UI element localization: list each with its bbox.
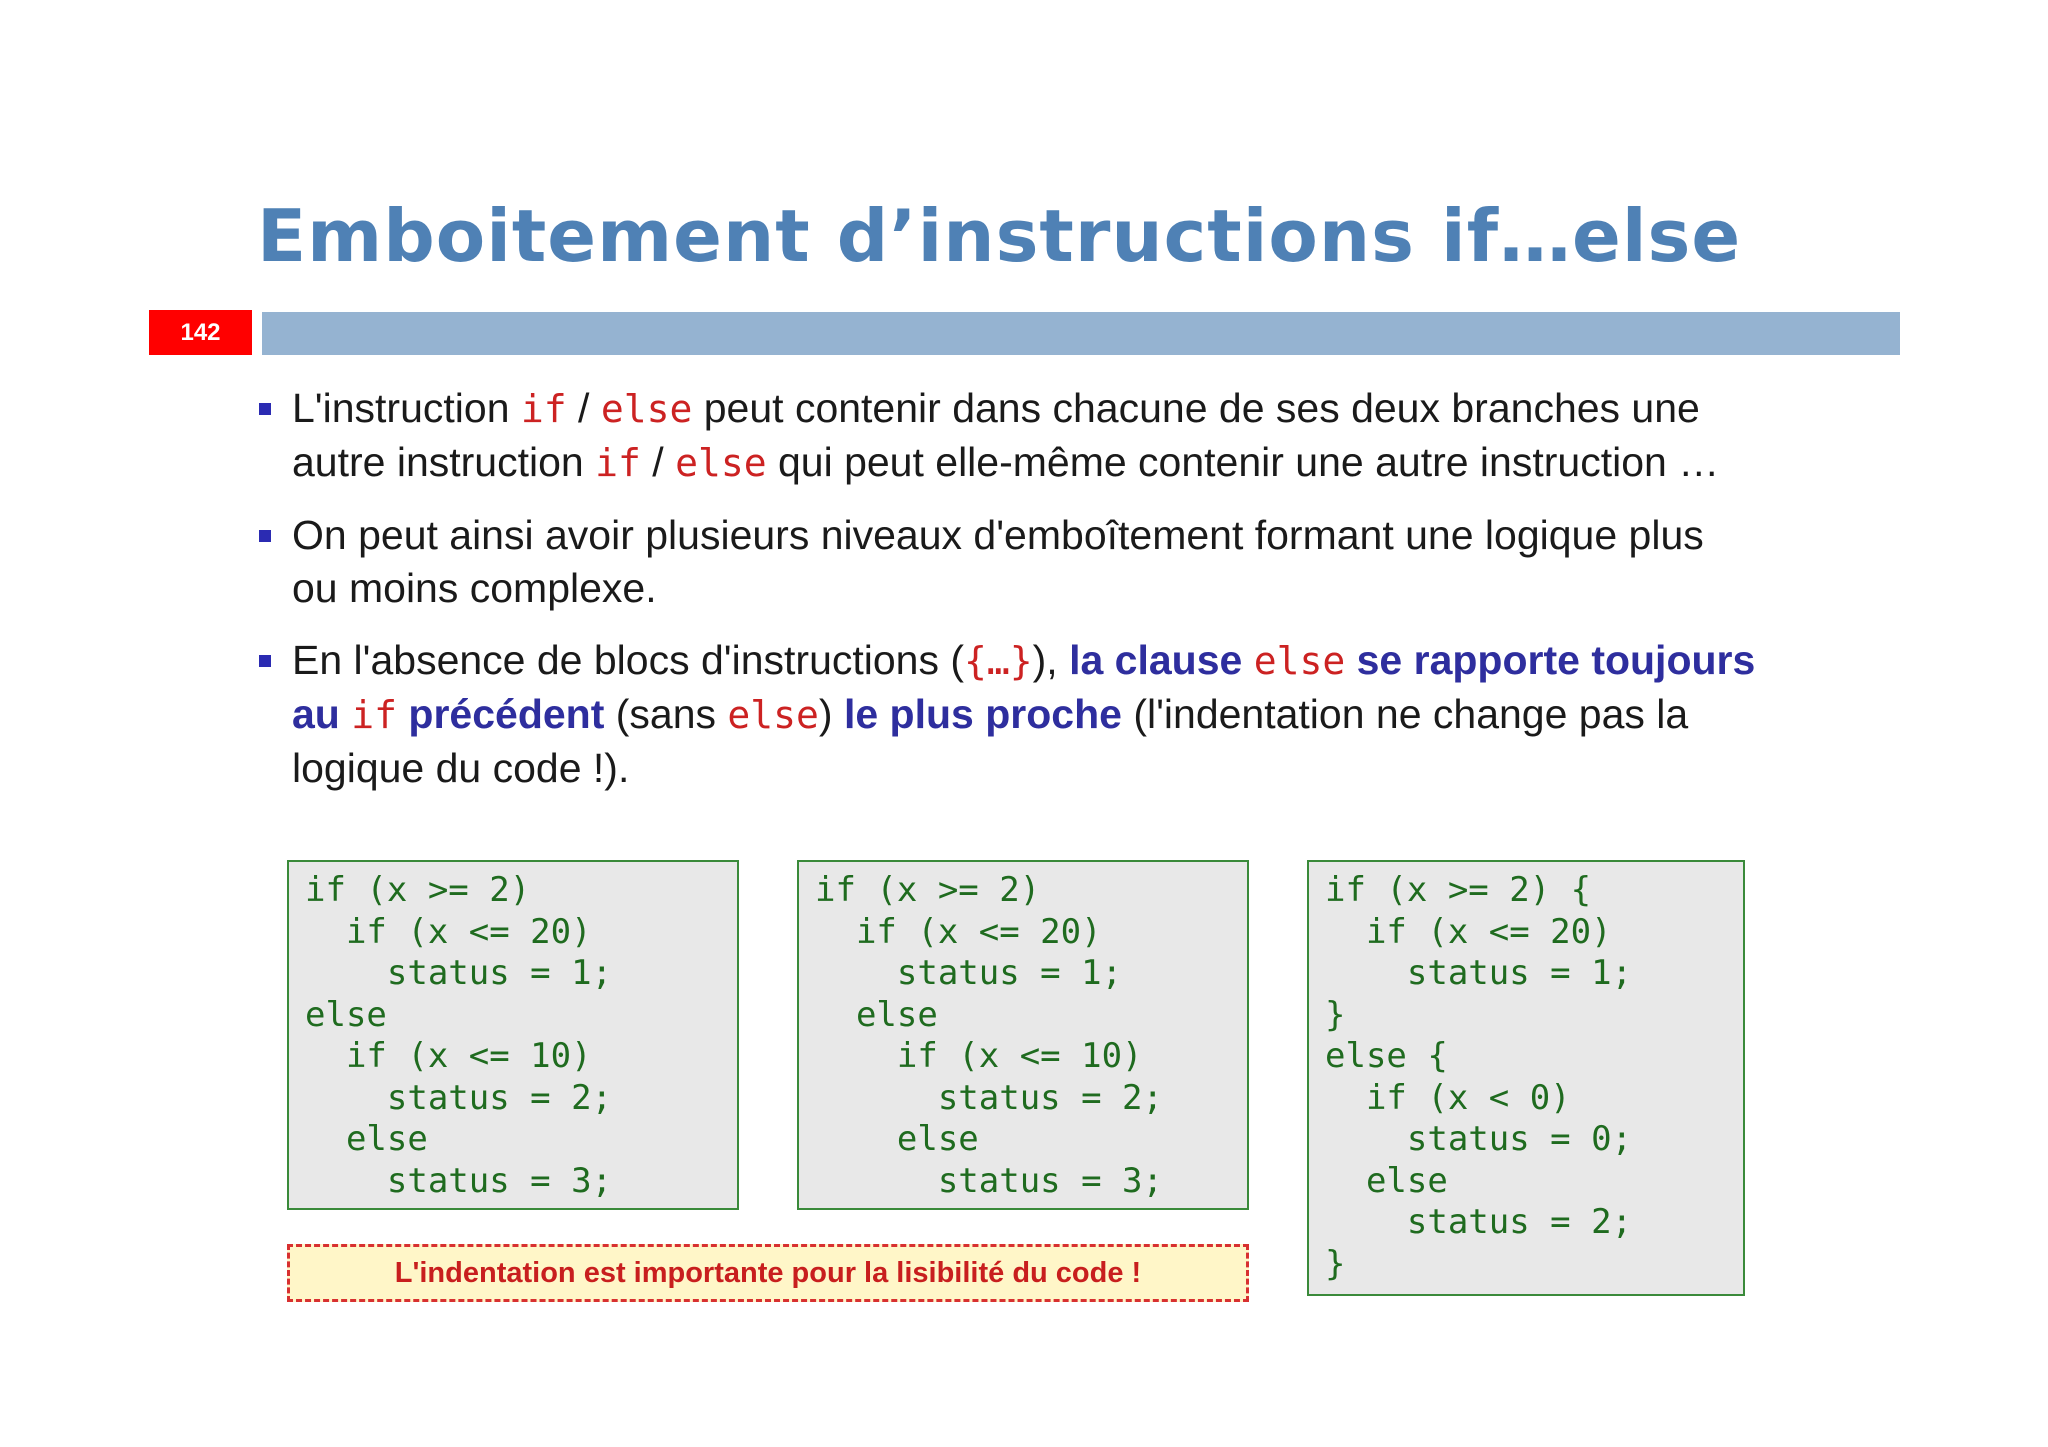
- indentation-note: L'indentation est importante pour la lisibilité du code !: [287, 1244, 1249, 1302]
- code-text: if (x >= 2) if (x <= 20) status = 1; else if (x <= 10) status = 2; else status = 3;: [815, 870, 1163, 1201]
- bullet-square-icon: [259, 530, 271, 542]
- keyword-if: if: [351, 693, 398, 737]
- bullet-text: L'instruction: [292, 385, 521, 431]
- keyword-braces: {…}: [964, 639, 1033, 683]
- bullet-text: /: [566, 385, 601, 431]
- keyword-if: if: [595, 441, 641, 485]
- keyword-else: else: [1253, 639, 1346, 683]
- bullet-item: [257, 509, 1757, 615]
- emphasis-text: le plus proche: [843, 691, 1122, 737]
- bullet-square-icon: [259, 655, 271, 667]
- bullet-text: ),: [1032, 637, 1070, 683]
- bullet-text: En l'absence de blocs d'instructions (: [292, 637, 965, 683]
- bullet-text: peut contenir dans chacune de ses deux branches une autre instruction: [292, 385, 1700, 485]
- emphasis-text: se rapporte toujours au: [292, 637, 1756, 737]
- bullet-text: ): [818, 691, 844, 737]
- bullet-text: (sans: [604, 691, 728, 737]
- bullet-text: /: [640, 439, 676, 485]
- keyword-if: if: [520, 387, 567, 431]
- code-text: if (x >= 2) if (x <= 20) status = 1; else if (x <= 10) status = 2; else status = 3;: [305, 870, 613, 1201]
- emphasis-text: précédent: [397, 691, 605, 737]
- keyword-else: else: [675, 441, 767, 485]
- code-example-2: [797, 860, 1249, 1210]
- emphasis-text: la clause: [1069, 637, 1254, 683]
- bullet-text: (l'indentation ne change pas la logique du code !).: [292, 691, 1689, 791]
- bullet-list: [257, 382, 1757, 814]
- title-divider-bar: [262, 312, 1900, 355]
- slide-title: Emboitement d’instructions if…else: [257, 194, 1742, 278]
- bullet-item: [257, 634, 1757, 795]
- code-example-1: [287, 860, 739, 1210]
- code-example-3: [1307, 860, 1745, 1296]
- page-number-badge: 142: [149, 310, 252, 355]
- bullet-square-icon: [259, 403, 271, 415]
- keyword-else: else: [727, 693, 819, 737]
- keyword-else: else: [600, 387, 693, 431]
- bullet-text: qui peut elle-même contenir une autre instruction …: [766, 439, 1720, 485]
- bullet-text: On peut ainsi avoir plusieurs niveaux d'emboîtement formant une logique plus ou moins complexe.: [292, 512, 1704, 611]
- code-text: if (x >= 2) { if (x <= 20) status = 1; } else { if (x < 0) status = 0; else status = 2; }: [1325, 870, 1633, 1284]
- bullet-item: [257, 382, 1757, 490]
